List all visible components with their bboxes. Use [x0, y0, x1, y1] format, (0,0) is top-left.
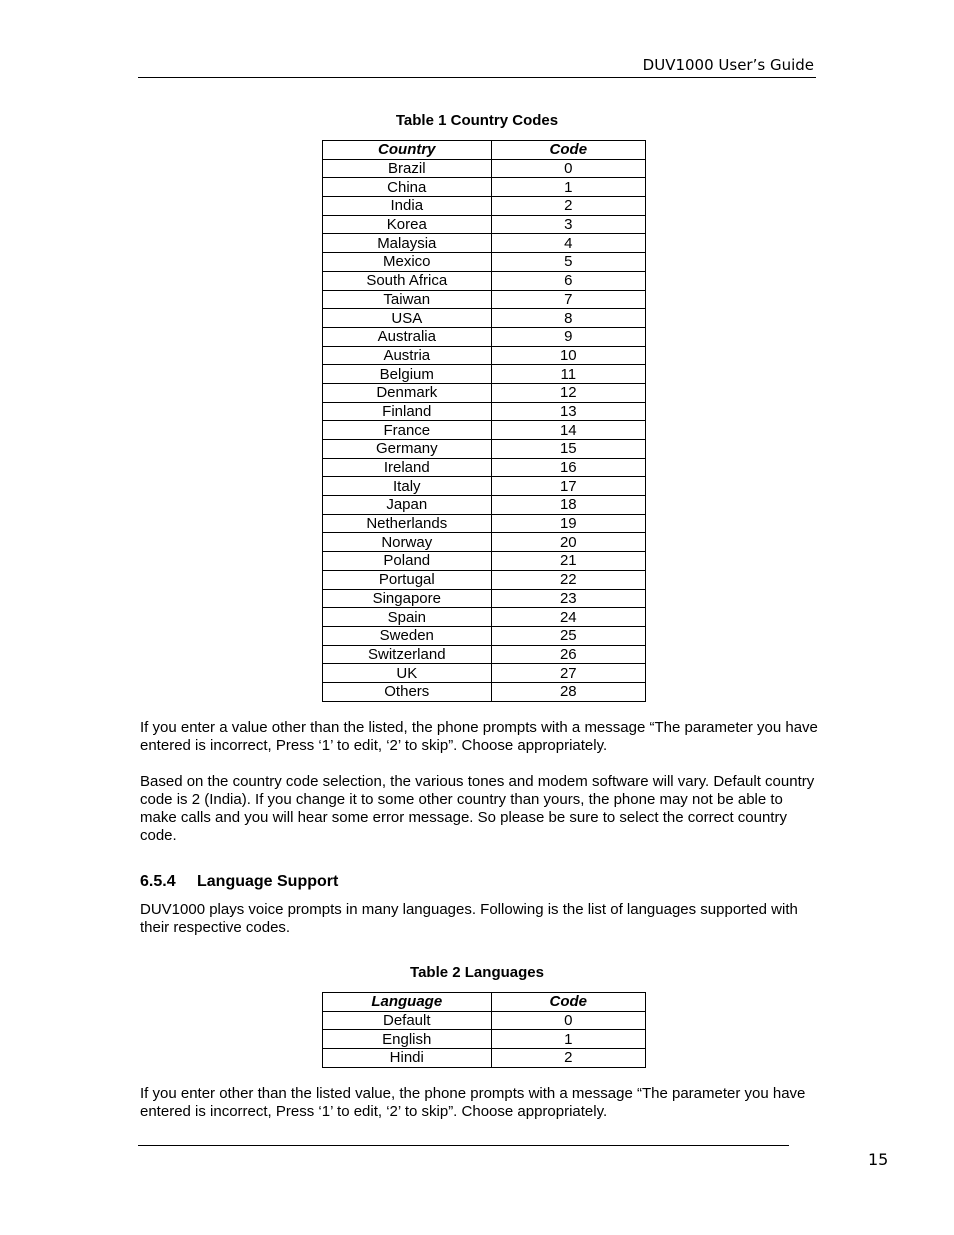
footer-divider: [138, 1145, 789, 1146]
table-cell-code: 1: [491, 178, 645, 197]
table-cell-name: Hindi: [323, 1049, 492, 1068]
column-header-code: Code: [491, 993, 645, 1012]
table-row: [323, 1030, 646, 1049]
table2-caption: Table 2 Languages: [410, 964, 544, 981]
page-header: [138, 55, 816, 78]
table-row: [323, 458, 646, 477]
table-row: [323, 608, 646, 627]
table-cell-code: 0: [491, 159, 645, 178]
table-cell-name: Spain: [323, 608, 492, 627]
table-row: [323, 496, 646, 515]
table-cell-name: Korea: [323, 215, 492, 234]
table-header-row: [323, 993, 646, 1012]
table-row: [323, 552, 646, 571]
table-cell-name: India: [323, 197, 492, 216]
table-cell-name: Netherlands: [323, 514, 492, 533]
table-row: [323, 159, 646, 178]
table-row: [323, 626, 646, 645]
table-cell-code: 14: [491, 421, 645, 440]
table-row: [323, 234, 646, 253]
table-cell-code: 2: [491, 1049, 645, 1068]
table1-caption: Table 1 Country Codes: [395, 112, 559, 129]
table-cell-name: China: [323, 178, 492, 197]
table-cell-name: Germany: [323, 440, 492, 459]
table-cell-code: 27: [491, 664, 645, 683]
table-cell-name: Malaysia: [323, 234, 492, 253]
table-cell-name: Sweden: [323, 626, 492, 645]
column-header-code: Code: [491, 141, 645, 160]
table-cell-name: UK: [323, 664, 492, 683]
paragraph-invalid-country: If you enter a value other than the listed, the phone prompts with a message “The parameter you have entered is incorrect, Press ‘1’ to edit, ‘2’ to skip”. Choose appropriately.: [140, 719, 818, 754]
table-row: [323, 645, 646, 664]
table-row: [323, 477, 646, 496]
table-cell-name: Switzerland: [323, 645, 492, 664]
table-cell-code: 6: [491, 271, 645, 290]
paragraph-language-intro: DUV1000 plays voice prompts in many languages. Following is the list of languages supported with their respective codes.: [140, 901, 798, 936]
table-row: [323, 346, 646, 365]
table-row: [323, 1011, 646, 1030]
table-row: [323, 589, 646, 608]
table-cell-name: Italy: [323, 477, 492, 496]
table-header-row: [323, 141, 646, 160]
table-cell-name: Brazil: [323, 159, 492, 178]
table-row: [323, 440, 646, 459]
table-cell-name: Ireland: [323, 458, 492, 477]
table-cell-name: Taiwan: [323, 290, 492, 309]
table-cell-code: 10: [491, 346, 645, 365]
table-cell-code: 0: [491, 1011, 645, 1030]
table-cell-code: 25: [491, 626, 645, 645]
table-cell-code: 2: [491, 197, 645, 216]
table-cell-code: 19: [491, 514, 645, 533]
table-cell-code: 5: [491, 253, 645, 272]
column-header-language: Language: [323, 993, 492, 1012]
table-row: [323, 664, 646, 683]
table-row: [323, 215, 646, 234]
languages-table: [322, 992, 646, 1068]
table-cell-code: 21: [491, 552, 645, 571]
table-cell-name: Portugal: [323, 570, 492, 589]
table-cell-name: Finland: [323, 402, 492, 421]
table-row: [323, 421, 646, 440]
table-row: [323, 197, 646, 216]
table-cell-name: South Africa: [323, 271, 492, 290]
table-cell-name: Others: [323, 682, 492, 701]
table-row: [323, 309, 646, 328]
table-row: [323, 383, 646, 402]
table-cell-code: 13: [491, 402, 645, 421]
table-row: [323, 533, 646, 552]
table-cell-code: 7: [491, 290, 645, 309]
table-cell-code: 16: [491, 458, 645, 477]
table-cell-name: Belgium: [323, 365, 492, 384]
table-row: [323, 290, 646, 309]
table-row: [323, 682, 646, 701]
table-cell-name: Austria: [323, 346, 492, 365]
table-cell-name: English: [323, 1030, 492, 1049]
country-codes-table: [322, 140, 646, 702]
table-cell-code: 24: [491, 608, 645, 627]
table-cell-code: 28: [491, 682, 645, 701]
table-cell-name: Poland: [323, 552, 492, 571]
table-cell-code: 12: [491, 383, 645, 402]
table-row: [323, 1049, 646, 1068]
table-cell-code: 18: [491, 496, 645, 515]
table-cell-name: Australia: [323, 327, 492, 346]
table-cell-name: USA: [323, 309, 492, 328]
section-number: 6.5.4: [140, 873, 176, 890]
table-cell-name: Japan: [323, 496, 492, 515]
table-row: [323, 514, 646, 533]
table-cell-code: 22: [491, 570, 645, 589]
table-cell-name: France: [323, 421, 492, 440]
table-cell-code: 4: [491, 234, 645, 253]
column-header-country: Country: [323, 141, 492, 160]
table-cell-name: Singapore: [323, 589, 492, 608]
table-cell-name: Default: [323, 1011, 492, 1030]
header-title: DUV1000 User’s Guide: [642, 56, 814, 74]
table-row: [323, 178, 646, 197]
table-cell-name: Mexico: [323, 253, 492, 272]
table-cell-code: 23: [491, 589, 645, 608]
table-row: [323, 253, 646, 272]
table-cell-code: 8: [491, 309, 645, 328]
section-title: Language Support: [197, 873, 339, 890]
table-cell-code: 3: [491, 215, 645, 234]
paragraph-country-code-info: Based on the country code selection, the various tones and modem software will vary. Default country code is 2 (India). If you change it to some other country than yours, the phone may not be able to make calls and you will hear some error message. So please be sure to select the correct country code.: [140, 773, 815, 844]
table-cell-name: Denmark: [323, 383, 492, 402]
paragraph-invalid-language: If you enter other than the listed value, the phone prompts with a message “The parameter you have entered is incorrect, Press ‘1’ to edit, ‘2’ to skip”. Choose appropriately.: [140, 1085, 806, 1120]
table-cell-code: 26: [491, 645, 645, 664]
table-row: [323, 365, 646, 384]
table-row: [323, 570, 646, 589]
table-cell-code: 17: [491, 477, 645, 496]
table-cell-code: 15: [491, 440, 645, 459]
page-number: 15: [868, 1150, 889, 1169]
table-row: [323, 327, 646, 346]
table-row: [323, 402, 646, 421]
table-cell-code: 11: [491, 365, 645, 384]
section-heading: [140, 873, 338, 891]
table-row: [323, 271, 646, 290]
table-cell-code: 1: [491, 1030, 645, 1049]
table-cell-name: Norway: [323, 533, 492, 552]
table-cell-code: 9: [491, 327, 645, 346]
table-cell-code: 20: [491, 533, 645, 552]
